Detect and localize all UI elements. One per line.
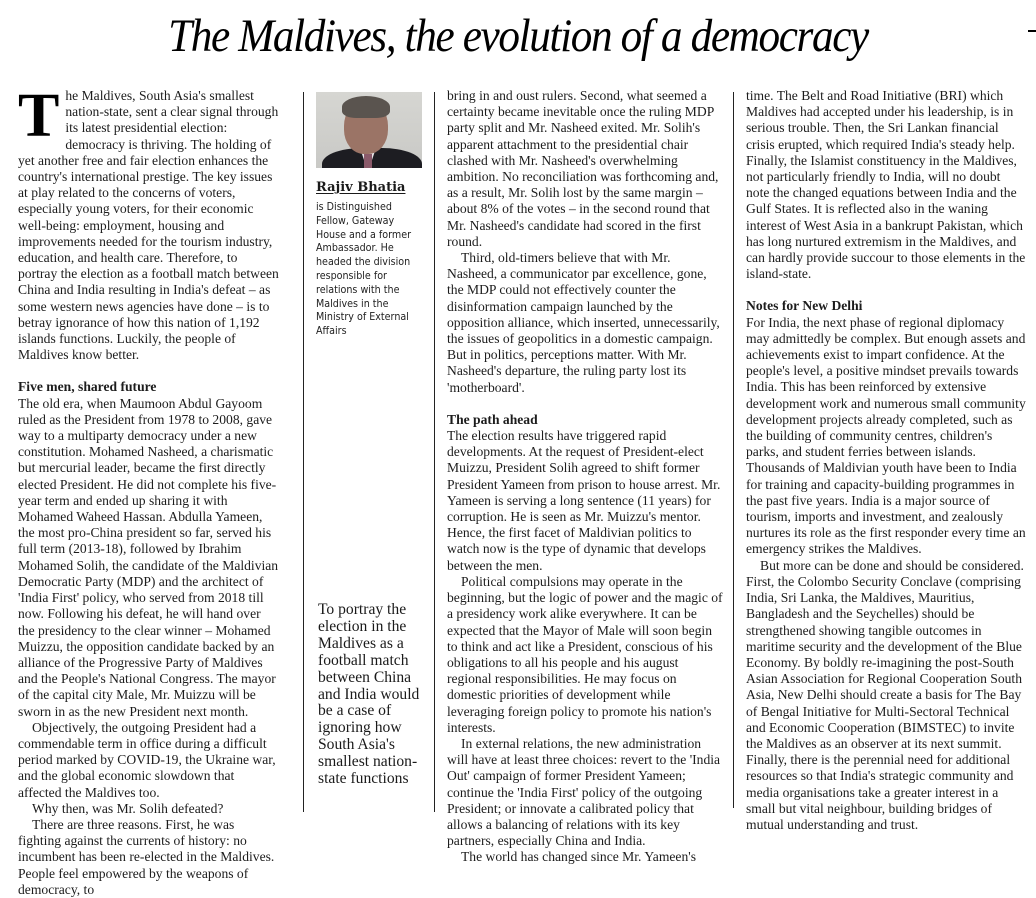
paragraph: Objectively, the outgoing President had a commendable term in office during a difficult period marked by COVID-19, the Ukraine war, and the global economic slowdown that affected the Maldives too. bbox=[18, 719, 276, 800]
subheading-five-men: Five men, shared future bbox=[18, 379, 157, 395]
article-column-3 bbox=[447, 88, 724, 866]
paragraph: The world has changed since Mr. Yameen's bbox=[461, 849, 697, 865]
column-divider bbox=[733, 92, 734, 808]
paragraph: But more can be done and should be considered. First, the Colombo Security Conclave (comprising India, Sri Lanka, the Maldives, Mauritius, Bangladesh and the Seychelles) should be strengthened showing tangible outcomes in maritime security and the development of the Blue Economy. By boldly re-imagining the post-South Asian Association for Regional Cooperation South Asia, New Delhi should create a basis for The Bay of Bengal Initiative for Multi-Sectoral Technical and Economic Cooperation (BIMSTEC) to invite the Maldives as an observer at its next summit. Finally, there is the perennial need for additional resources so that India's strategic community and media organisations take a greater interest in a small but vital neighbour, building bridges of mutual understanding and trust. bbox=[746, 557, 1024, 832]
paragraph: Third, old-timers believe that with Mr. Nasheed, a communicator par excellence, gone, the MDP could not effectively counter the disinformation campaign launched by the opposition alliance, which inserted, unnecessarily, the issues of geopolitics in a domestic campaign. But in politics, perceptions matter. With Mr. Nasheed's departure, the ruling party lost its 'motherboard'. bbox=[447, 250, 720, 395]
paragraph: time. The Belt and Road Initiative (BRI) which Maldives had accepted under his leadership, is in serious trouble. Then, the Sri Lankan financial crisis erupted, which required India's steady help. Finally, the Islamist constituency in the Maldives, not particularly friendly to India, will no doubt note the changed equations between India and the Gulf States. It is reflected also in the waning interest of West Asia in a bankrupt Pakistan, which has long nurtured extremism in the Maldives, and can hardly provide succour to those elements in the island-state. bbox=[746, 88, 1026, 282]
drop-cap: T bbox=[18, 82, 60, 150]
author-name[interactable]: Rajiv Bhatia bbox=[316, 180, 406, 195]
paragraph: Why then, was Mr. Solih defeated? bbox=[32, 800, 224, 816]
intro-text: he Maldives, South Asia's smallest nation-state, sent a clear signal through its latest presidential election: democracy is thriving. The holding of yet another free and fair election enhances the country's international prestige. The key issues at play related to the concerns of voters, especially young voters, for their economic well-being: employment, housing and improvements needed for the tourism industry, education, and health care. Therefore, to portray the election as a football match between China and India resulting in India's defeat – as some western news agencies have done – is to betray ignorance of how this nation of 1,192 islands functions. Luckily, the people of Maldives know better. bbox=[18, 88, 279, 363]
author-bio: is Distinguished Fellow, Gateway House and a former Ambassador. He headed the division responsible for relations with the Maldives in the Ministry of External Affairs bbox=[316, 201, 412, 338]
paragraph: bring in and oust rulers. Second, what seemed a certainty became inevitable once the ruling MDP party split and Mr. Nasheed exited. Mr. Solih's apparent attachment to the presidential chair clashed with Mr. Nasheed's overwhelming ambition. No reconciliation was forthcoming and, as a result, Mr. Solih lost by the same margin – about 8% of the votes – in the second round that Mr. Nasheed's candidate had scored in the first round. bbox=[447, 88, 719, 249]
paragraph: There are three reasons. First, he was fighting against the currents of history: no incumbent has been re-elected in the Maldives. People feel empowered by the weapons of democracy, to bbox=[18, 816, 275, 897]
subheading-notes-new-delhi: Notes for New Delhi bbox=[746, 298, 863, 314]
column-divider bbox=[303, 92, 304, 812]
paragraph: The election results have triggered rapid developments. At the request of President-elect Muizzu, President Solih agreed to shift former President Yameen from prison to house arrest. Mr. Yameen is serving a long sentence (11 years) for corruption. He is seen as Mr. Muizzu's mentor. Hence, the first facet of Maldivian politics to watch now is the type of dynamic that develops between the men. bbox=[447, 428, 721, 573]
paragraph: Political compulsions may operate in the beginning, but the logic of power and the magic of a presidency work alike everywhere. It can be expected that the Mayor of Male will soon begin to think and act like a President, conscious of his obligations to all his people and his august regional responsibilities. He may focus on domestic priorities of development while leveraging foreign policy to promote his nation's interests. bbox=[447, 573, 723, 735]
pull-quote: To portray the election in the Maldives as a football match between China and India would be a case of ignoring how South Asia's smallest nation-state functions bbox=[318, 601, 420, 788]
author-box bbox=[316, 92, 426, 339]
intro-paragraph bbox=[18, 82, 280, 363]
author-photo bbox=[316, 92, 422, 168]
article-column-4 bbox=[746, 88, 1026, 833]
paragraph: In external relations, the new administration will have at least three choices: revert to the 'India Out' campaign of former President Yameen; continue the 'India First' policy of the outgoing President; or innovate a calibrated policy that allows a balancing of relations with its key partners, especially China and India. bbox=[447, 735, 721, 849]
edge-rule bbox=[1028, 30, 1036, 32]
article-headline: The Maldives, the evolution of a democracy bbox=[168, 10, 868, 62]
article-column-1 bbox=[18, 82, 280, 898]
column-divider bbox=[434, 92, 435, 812]
paragraph: For India, the next phase of regional diplomacy may admittedly be complex. But enough assets and achievements exist to impart confidence. At the people's level, a positive mindset prevails towards India. This has been reinforced by extensive development work and numerous small community development projects already completed, such as the building of community centres, children's parks, and student ferries between islands. Thousands of Maldivian youth have been to India for training and capacity-building programmes in the past five years. India is a major source of tourism, imports and investment, and zealously nurtures its role as the first responder every time an emergency strikes the Maldives. bbox=[746, 314, 1026, 557]
subheading-path-ahead: The path ahead bbox=[447, 411, 538, 427]
paragraph: The old era, when Maumoon Abdul Gayoom ruled as the President from 1978 to 2008, gave way to a multiparty democracy under a new constitution. Mohamed Nasheed, a charismatic but mercurial leader, became the first directly elected President. He did not complete his five-year term and ended up sharing it with Mohamed Waheed Hassan. Abdulla Yameen, the most pro-China president so far, served his full term (2013-18), followed by Ibrahim Mohamed Solih, the candidate of the Maldivian Democratic Party (MDP) and the architect of 'India First' policy, who served from 2018 till now. Following his defeat, he will hand over the presidency to the clear winner – Mohamed Muizzu, the opposition candidate backed by an alliance of the Progressive Party of Maldives and the People's National Congress. The mayor of the capital city Male, Mr. Muizzu will be sworn in as the new President next month. bbox=[18, 395, 279, 719]
